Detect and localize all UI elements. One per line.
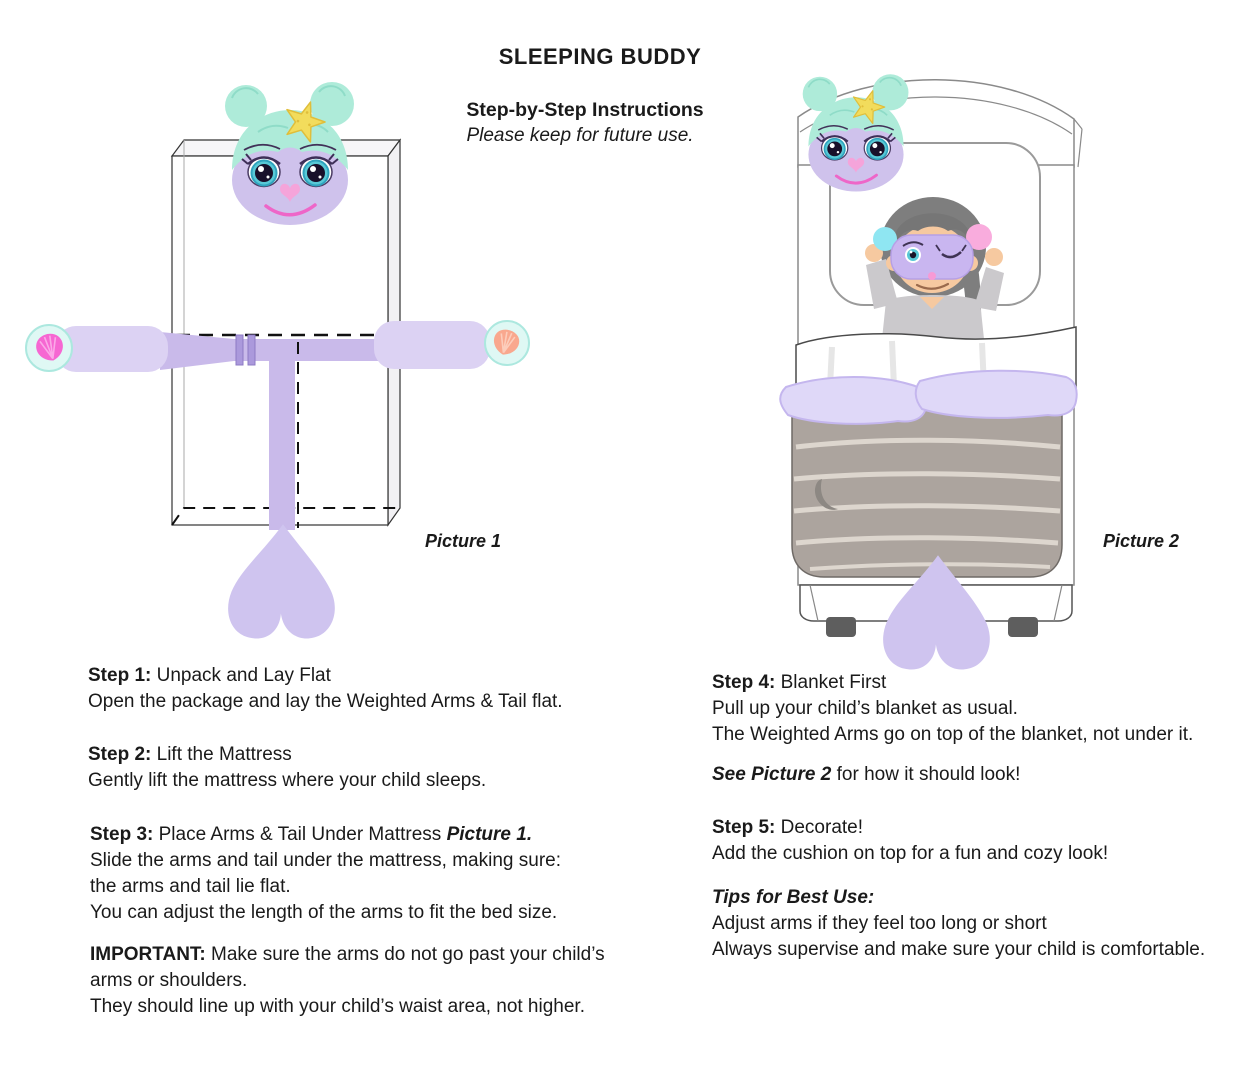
step-3-heading: Step 3: Place Arms & Tail Under Mattress Picture 1. [90, 824, 533, 845]
picture-1-caption: Picture 1 [425, 531, 502, 551]
step-1-heading: Step 1: Unpack and Lay Flat [88, 665, 331, 686]
tips-line: Adjust arms if they feel too long or short [712, 913, 1047, 934]
page-subtitle: Step-by-Step Instructions [466, 99, 704, 121]
important-line: arms or shoulders. [90, 970, 248, 991]
step-3-line: Slide the arms and tail under the mattress, making sure: [90, 850, 562, 871]
step-2-block [88, 742, 486, 794]
page-title: SLEEPING BUDDY [498, 44, 702, 69]
picture-2-caption: Picture 2 [1103, 531, 1180, 551]
picture-1-illustration [0, 80, 560, 665]
tips-block [712, 885, 1205, 963]
step-1-block [88, 663, 563, 715]
tips-heading: Tips for Best Use: [712, 887, 875, 908]
tail-strap [269, 350, 295, 530]
important-line: They should line up with your child’s waist area, not higher. [90, 996, 585, 1017]
step-4-heading: Step 4: Blanket First [712, 672, 887, 693]
bed-leg-left [826, 617, 856, 637]
step-3-line: the arms and tail lie flat. [90, 876, 291, 897]
see-picture-2-line: See Picture 2 for how it should look! [712, 764, 1021, 785]
picture-2-illustration [770, 55, 1190, 675]
step-1-line: Open the package and lay the Weighted Arms & Tail flat. [88, 691, 563, 712]
keep-note: Please keep for future use. [466, 125, 694, 146]
step-5-heading: Step 5: Decorate! [712, 817, 864, 838]
step-5-block [712, 815, 1108, 867]
step-2-heading: Step 2: Lift the Mattress [88, 744, 292, 765]
buckle-icon [236, 335, 243, 365]
bed-leg-right [1008, 617, 1038, 637]
step-4-line: The Weighted Arms go on top of the blanket, not under it. [712, 724, 1194, 745]
important-block [90, 942, 605, 1020]
see-picture-2-block [712, 762, 1020, 788]
step-5-line: Add the cushion on top for a fun and cozy look! [712, 843, 1109, 864]
step-3-line: You can adjust the length of the arms to fit the bed size. [90, 902, 558, 923]
step-4-line: Pull up your child’s blanket as usual. [712, 698, 1018, 719]
step-2-line: Gently lift the mattress where your child sleeps. [88, 770, 487, 791]
blanket [792, 405, 1062, 577]
step-3-block [90, 822, 561, 926]
tips-line: Always supervise and make sure your child is comfortable. [712, 939, 1206, 960]
weighted-arm-right [374, 321, 529, 369]
important-heading: IMPORTANT: Make sure the arms do not go past your child’s [90, 944, 605, 965]
step-4-block [712, 670, 1193, 748]
